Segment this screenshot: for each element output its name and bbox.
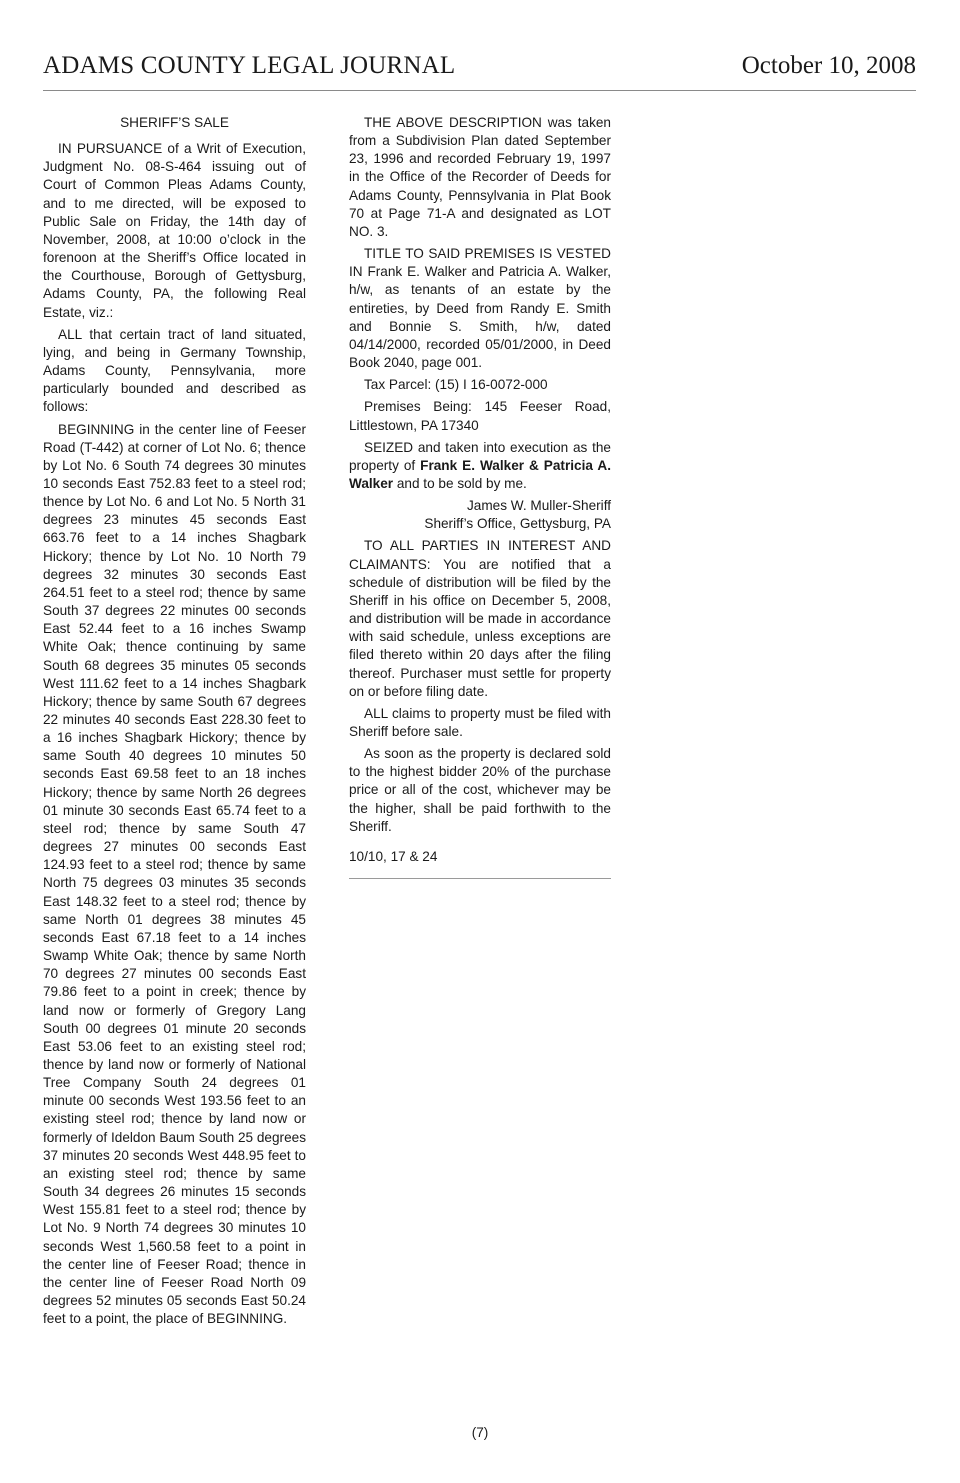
issue-date: October 10, 2008 [741, 52, 916, 79]
notice-heading: SHERIFF’S SALE [120, 115, 229, 130]
journal-title: ADAMS COUNTY LEGAL JOURNAL [43, 52, 456, 79]
page-header [43, 52, 916, 91]
seized-text-pre: SEIZED and taken into execution as the property of [349, 439, 611, 473]
left-column [43, 114, 306, 1332]
seized-paragraph [349, 439, 611, 493]
distribution-notice: TO ALL PARTIES IN INTEREST AND CLAIMANTS: You are notified that a schedule of distribution will be filed by the Sheriff in his office on December 5, 2008, and distribution will be made in accordance with said schedule, unless exceptions are filed thereto within 20 days after the filing thereof. Purchaser must settle for property on or before filing date. [349, 538, 611, 699]
property-owners: Frank E. Walker & Patricia A. Walker [349, 457, 611, 491]
description-source-paragraph: THE ABOVE DESCRIPTION was taken from a Subdivision Plan dated September 23, 1996 and recorded February 19, 1997 in the Office of the Recorder of Deeds for Adams County, Pennsylvania in Plat Book 70 at Page 71-A and designated as LOT NO. 3. [349, 115, 611, 239]
writ-paragraph: IN PURSUANCE of a Writ of Execution, Judgment No. 08-S-464 issuing out of Court of Common Pleas Adams County, and to me directed, will be exposed to Public Sale on Friday, the 14th day of November, 2008, at 10:00 o’clock in the forenoon at the Sheriff’s Office located in the Courthouse, Borough of Gettysburg, Adams County, PA, the following Real Estate, viz.: [43, 141, 306, 320]
page-number: (7) [471, 1425, 489, 1440]
section-divider [349, 878, 611, 879]
claims-paragraph: ALL claims to property must be filed with Sheriff before sale. [349, 705, 611, 739]
right-column [349, 114, 611, 879]
publication-dates: 10/10, 17 & 24 [349, 848, 438, 864]
title-vesting-paragraph: TITLE TO SAID PREMISES IS VESTED IN Frank E. Walker and Patricia A. Walker, h/w, as tenants of an estate by the entireties, by Deed from Randy E. Smith and Bonnie S. Smith, h/w, dated 04/14/2000, recorded 05/01/2000, in Deed Book 2040, page 001. [349, 246, 611, 371]
sheriff-name: James W. Muller-Sheriff [466, 498, 611, 514]
boundary-description: BEGINNING in the center line of Feeser Road (T-442) at corner of Lot No. 6; thence by Lot No. 6 South 74 degrees 30 minutes 10 seconds East 752.83 feet to a steel rod; thence by Lot No. 6 and Lot No. 5 North 31 degrees 23 minutes 45 seconds East 663.76 feet to a 14 inches Shagbark Hickory; thence by Lot No. 10 North 79 degrees 32 minutes 30 seconds East 264.51 feet to a steel rod; thence by same South 37 degrees 22 minutes 00 seconds East 52.44 feet to a 16 inches Swamp White Oak; thence continuing by same South 68 degrees 35 minutes 05 seconds West 111.62 feet to a 14 inches Shagbark Hickory; thence by same South 67 degrees 22 minutes 40 seconds East 228.30 feet to a 16 inches Shagbark Hickory; thence by same South 40 degrees 10 minutes 50 seconds East 69.58 feet to an 18 inches Hickory; thence by same North 26 degrees 01 minute 30 seconds East 65.74 feet to a steel rod; thence by same South 47 degrees 27 minutes 00 seconds East 124.93 feet to a steel rod; thence by same North 75 degrees 03 minutes 35 seconds East 148.32 feet to a steel rod; thence by same North 01 degrees 38 minutes 45 seconds East 67.18 feet to a 14 inches Swamp White Oak; thence by same North 70 degrees 27 minutes 00 seconds East 79.86 feet to a point in creek; thence by land now or formerly of Gregory Lang South 00 degrees 01 minute 20 seconds East 53.06 feet to an existing steel rod; thence by land now or formerly of National Tree Company South 24 degrees 01 minute 00 seconds West 193.56 feet to an existing steel rod; thence by land now or formerly of Ideldon Baum South 25 degrees 37 minutes 20 seconds West 448.95 feet to an existing steel rod; thence by same South 34 degrees 26 minutes 15 seconds West 155.81 feet to a steel rod; thence by Lot No. 9 North 74 degrees 30 minutes 10 seconds West 1,560.58 feet to a point in the center line of Feeser Road; thence in the center line of Feeser Road North 09 degrees 52 minutes 05 seconds East 50.24 feet to a point, the place of BEGINNING. [43, 421, 306, 1327]
tract-paragraph: ALL that certain tract of land situated, lying, and being in Germany Township, Adams County, Pennsylvania, more particularly bounded and described as follows: [43, 326, 306, 415]
sheriff-office: Sheriff’s Office, Gettysburg, PA [424, 516, 611, 532]
bidder-paragraph: As soon as the property is declared sold to the highest bidder 20% of the purchase price or all of the cost, whichever may be the higher, shall be paid forthwith to the Sheriff. [349, 746, 611, 834]
seized-text-post: and to be sold by me. [393, 475, 527, 491]
premises-address: Premises Being: 145 Feeser Road, Littlestown, PA 17340 [349, 399, 611, 433]
tax-parcel: Tax Parcel: (15) I 16-0072-000 [364, 377, 548, 393]
